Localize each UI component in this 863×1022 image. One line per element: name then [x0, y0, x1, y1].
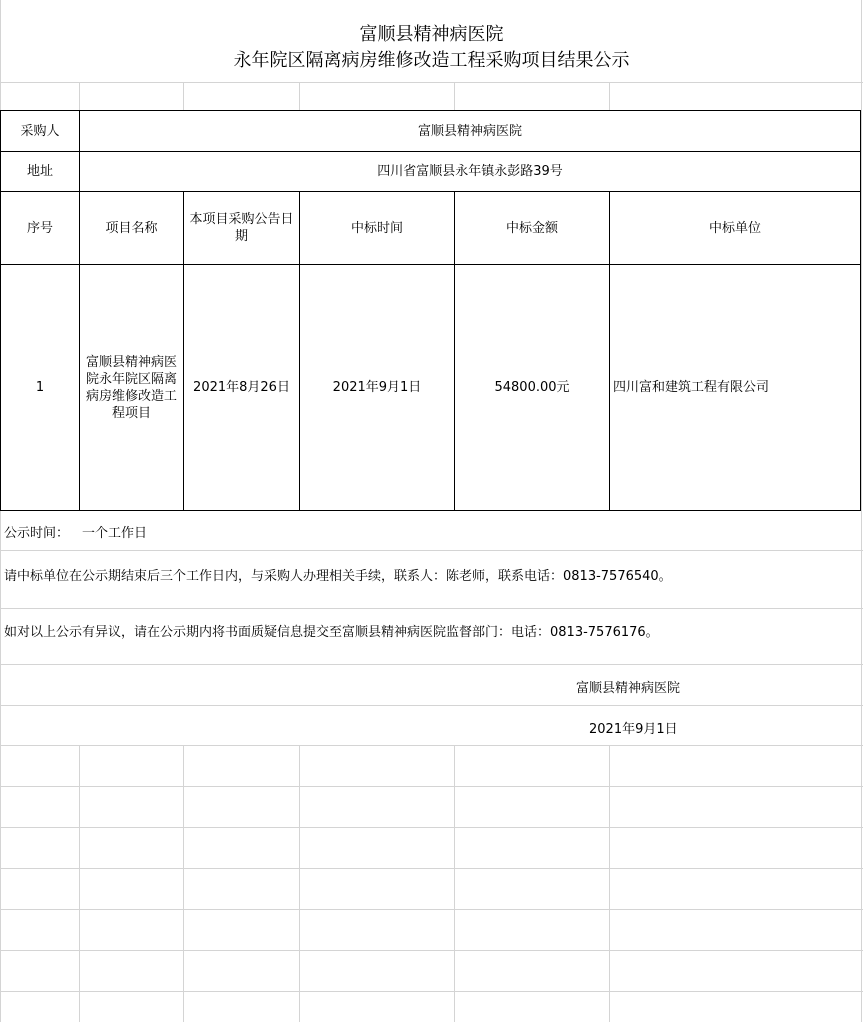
header-award-time: 中标时间	[350, 220, 403, 236]
address-label: 地址	[26, 164, 53, 179]
purchaser-label: 采购人	[20, 123, 60, 139]
row-announcement-date: 2021年8月26日	[193, 380, 290, 395]
notice-period-value: 一个工作日	[82, 526, 148, 541]
notice-period-label: 公示时间：	[4, 526, 70, 541]
row-winning-company: 四川富和建筑工程有限公司	[613, 380, 770, 395]
row-project-name: 富顺县精神病医院永年院区隔离病房维修改造工程项目	[85, 354, 177, 421]
notice-signature: 富顺县精神病医院	[576, 681, 681, 696]
header-award-amount: 中标金额	[505, 220, 558, 236]
row-index: 1	[35, 380, 45, 395]
header-index: 序号	[26, 220, 53, 236]
address-value: 四川省富顺县永年镇永彭路39号	[377, 164, 563, 179]
row-award-amount: 54800.00元	[494, 380, 570, 395]
title-line-2: 永年院区隔离病房维修改造工程采购项目结果公示	[233, 50, 630, 71]
row-award-time: 2021年9月1日	[332, 380, 422, 395]
header-project-name: 项目名称	[105, 220, 158, 236]
title-line-1: 富顺县精神病医院	[359, 24, 504, 45]
notice-contact-line: 请中标单位在公示期结束后三个工作日内，与采购人办理相关手续，联系人：陈老师，联系电话：0813-7576540。	[4, 569, 672, 584]
notice-objection-line: 如对以上公示有异议，请在公示期内将书面质疑信息提交至富顺县精神病医院监督部门：电话：0813-7576176。	[4, 625, 659, 640]
purchaser-value: 富顺县精神病医院	[417, 123, 522, 139]
header-announcement-date: 本项目采购公告日期	[189, 212, 294, 244]
header-winning-company: 中标单位	[708, 220, 761, 236]
notice-date: 2021年9月1日	[589, 722, 678, 737]
